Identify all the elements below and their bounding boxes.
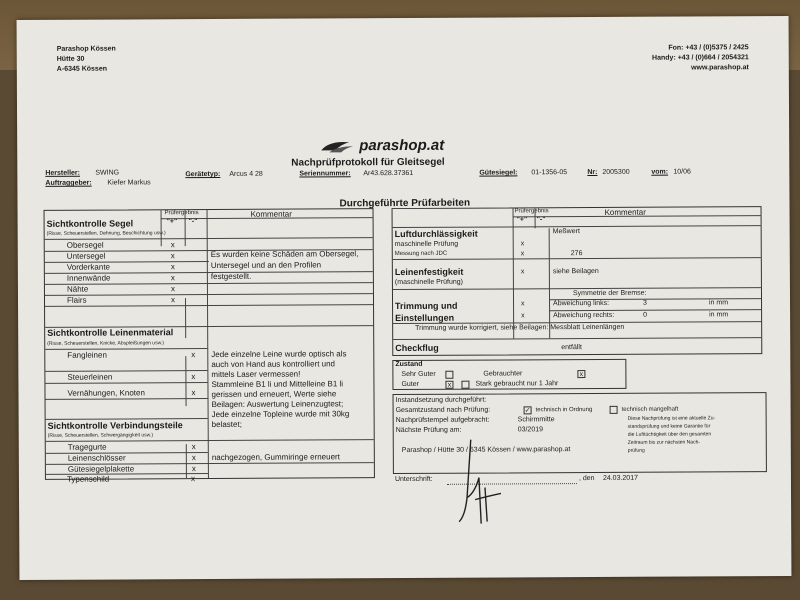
- abweichung-rechts-unit: in mm: [709, 311, 729, 319]
- verbindung-mark-guetesiegelplakette: x: [191, 464, 196, 474]
- company-name: Parashop Kössen: [56, 45, 116, 53]
- segel-row-untersegel: Untersegel: [66, 251, 106, 261]
- disclaimer-5: prüfung: [627, 447, 645, 454]
- leinen-row-steuerleinen: Steuerleinen: [67, 372, 113, 382]
- guetesiegel-value: 01-1356-05: [531, 169, 568, 177]
- leinen-comment-1: Jede einzelne Leine wurde optisch als: [211, 349, 347, 360]
- gesamtzustand-label: Gesamtzustand nach Prüfung:: [395, 406, 491, 415]
- trimmung-title-2: Einstellungen: [395, 312, 455, 324]
- verbindung-comment: nachgezogen, Gummiringe erneuert: [211, 452, 340, 463]
- leinen-mark-vernaehungen: x: [191, 388, 196, 398]
- leinen-comment-2: auch von Hand aus kontrolliert und: [211, 359, 336, 370]
- seriennummer-value: Ar43.628.37361: [363, 169, 414, 178]
- disclaimer-3: die Lufttüchtigkeit über den gesamten: [627, 431, 712, 438]
- leinen-comment-6: Beilagen: Auswertung Leinenzugtest;: [211, 399, 344, 410]
- segel-title: Sichtkontrolle Segel: [46, 218, 134, 229]
- leinen-mark-fangleinen: x: [191, 350, 196, 360]
- segel-mark-untersegel: x: [170, 251, 175, 261]
- abweichung-rechts-value: 0: [643, 311, 648, 319]
- leinen-row-fangleinen: Fangleinen: [67, 350, 107, 360]
- leinen-comment-3: mittels Laser vermessen!: [211, 369, 301, 380]
- company-street: Hütte 30: [56, 55, 85, 63]
- technisch-ok-label: technisch in Ordnung: [535, 407, 593, 414]
- verbindung-mark-typenschild: x: [190, 474, 195, 484]
- segel-comment-3: festgestellt.: [210, 271, 252, 282]
- zustand-title: Zustand: [395, 360, 423, 369]
- leinen-mark-steuerleinen: x: [191, 372, 196, 382]
- zustand-guter-checkbox[interactable]: x: [445, 381, 453, 389]
- verbindung-title: Sichtkontrolle Verbindungsteile: [47, 420, 183, 431]
- left-hdr-plus: "+": [166, 218, 178, 226]
- zustand-sehr-guter-checkbox[interactable]: [445, 371, 453, 379]
- verbindung-mark-leinenschloesser: x: [191, 453, 196, 463]
- zustand-gebrauchter: Gebrauchter: [483, 370, 523, 378]
- hersteller-value: SWING: [95, 169, 120, 177]
- segel-row-naehte: Nähte: [66, 284, 89, 294]
- right-hdr-pruefergebnis: Prüfergebnis: [514, 208, 549, 215]
- trimmung-mark-2: x: [521, 312, 525, 320]
- luft-comment1: Meßwert: [552, 228, 580, 236]
- auftraggeber-label: Auftraggeber:: [45, 179, 92, 187]
- leinen-comment-5: gerissen und erneuert, Werte siehe: [211, 389, 337, 400]
- contact-phone: Fon: +43 / (0)5375 / 2425: [668, 44, 749, 52]
- festigkeit-title: Leinenfestigkeit: [394, 266, 464, 278]
- segel-mark-flairs: x: [170, 295, 176, 305]
- luft-sub1: maschinelle Prüfung: [394, 240, 459, 249]
- disclaimer-4: Zeitraum bis zur nächsten Nach-: [627, 439, 701, 446]
- geraetetyp-label: Gerätetyp:: [185, 170, 221, 179]
- company-address-line: Parashop / Hütte 30 / 6345 Kössen / www.parashop.at: [401, 446, 571, 455]
- festigkeit-sub: (maschinelle Prüfung): [394, 278, 464, 287]
- left-hdr-pruefergebnis: Prüfergebnis: [164, 210, 199, 217]
- segel-subtitle: (Risse, Scheuerstellen, Dehnung, Beschichtung usw.): [46, 230, 166, 237]
- segel-mark-innenwaende: x: [170, 273, 175, 283]
- parashop-logo-icon: [319, 138, 355, 154]
- handwritten-signature: [445, 437, 505, 527]
- vom-label: vom:: [651, 168, 669, 176]
- segel-row-flairs: Flairs: [66, 295, 87, 305]
- company-city: A-6345 Kössen: [56, 65, 108, 73]
- leinen-row-vernaehungen: Vernähungen, Knoten: [67, 388, 145, 398]
- segel-row-obersegel: Obersegel: [66, 240, 104, 250]
- symmetrie-label: Symmetrie der Bremse:: [572, 289, 647, 298]
- technisch-mangel-checkbox[interactable]: [610, 406, 618, 414]
- left-table: [44, 208, 375, 480]
- verbindung-row-leinenschloesser: Leinenschlösser: [67, 453, 126, 463]
- contact-mobile: Handy: +43 / (0)664 / 2054321: [652, 54, 749, 62]
- form-title: Nachprüfprotokoll für Gleitsegel: [291, 156, 445, 169]
- verbindung-row-tragegurte: Tragegurte: [67, 442, 107, 452]
- leinen-title: Sichtkontrolle Leinenmaterial: [47, 327, 174, 338]
- naechste-pruefung-label: Nächste Prüfung am:: [395, 426, 462, 435]
- stempel-label: Nachprüfstempel aufgebracht:: [395, 416, 490, 425]
- leinen-subtitle: (Risse, Scheuerstellen, Knicke, Abspleißungen usw.): [47, 340, 164, 347]
- verbindung-row-guetesiegelplakette: Gütesiegelplakette: [67, 464, 135, 474]
- zustand-box: [392, 359, 626, 390]
- technisch-ok-checkbox[interactable]: ✓: [524, 407, 531, 415]
- verbindung-row-typenschild: Typenschild: [66, 474, 110, 484]
- nr-label: Nr:: [587, 168, 598, 177]
- leinen-comment-7: Jede einzelne Topleine wurde mit 30kg: [211, 409, 350, 420]
- right-table: [392, 206, 763, 356]
- zustand-stark-checkbox[interactable]: [461, 381, 469, 389]
- disclaimer-1: Diese Nachprüfung ist eine aktuelle Zu-: [627, 415, 716, 422]
- left-hdr-minus: "-": [188, 218, 198, 226]
- hersteller-label: Hersteller:: [45, 169, 81, 177]
- seriennummer-label: Seriennummer:: [299, 170, 351, 178]
- abweichung-links-value: 3: [643, 299, 647, 307]
- geraetetyp-value: Arcus 4 28: [229, 170, 263, 178]
- section-title: Durchgeführte Prüfarbeiten: [339, 197, 471, 210]
- abweichung-links-unit: in mm: [709, 299, 729, 307]
- festigkeit-mark: x: [520, 268, 525, 276]
- zustand-stark: Stark gebraucht nur 1 Jahr: [475, 380, 559, 388]
- right-hdr-kommentar: Kommentar: [604, 207, 646, 217]
- zustand-guter: Guter: [401, 380, 419, 389]
- leinen-comment-4: Stammleine B1 li und Mittelleine B1 li: [211, 379, 344, 390]
- verbindung-subtitle: (Risse, Scheuerstellen, Schwergängigkeit usw.): [47, 432, 154, 439]
- luft-title: Luftdurchlässigkeit: [394, 228, 478, 240]
- right-hdr-minus: "-": [536, 216, 546, 224]
- segel-row-vorderkante: Vorderkante: [66, 262, 110, 272]
- naechste-pruefung-value: 03/2019: [517, 426, 544, 434]
- leinen-comment-8: belastet;: [211, 419, 242, 430]
- disclaimer-2: standsprüfung und keine Garantie für: [627, 423, 711, 430]
- auftraggeber-value: Kiefer Markus: [107, 179, 151, 187]
- technisch-mangel-label: technisch mangelhaft: [621, 406, 679, 413]
- verbindung-mark-tragegurte: x: [191, 442, 196, 452]
- luft-mark2: x: [520, 250, 525, 258]
- checkflug-comment: entfällt: [561, 344, 582, 352]
- logo-text: parashop.at: [359, 136, 445, 155]
- unterschrift-label: Unterschrift:: [394, 475, 433, 484]
- right-hdr-plus: "+": [516, 216, 528, 224]
- trimmung-title-1: Trimmung und: [395, 300, 458, 312]
- trimmung-note: Trimmung wurde korrigiert, siehe Beilagen: Messblatt Leinenlängen: [415, 323, 625, 332]
- festigkeit-comment: siehe Beilagen: [552, 267, 599, 276]
- abweichung-rechts-label: Abweichung rechts:: [553, 311, 615, 320]
- luft-mark1: x: [520, 240, 525, 248]
- zustand-gebrauchter-checkbox[interactable]: x: [577, 370, 585, 378]
- left-hdr-kommentar: Kommentar: [250, 209, 292, 219]
- segel-mark-vorderkante: x: [170, 262, 175, 272]
- signature-date: 24.03.2017: [602, 474, 639, 482]
- den-label: , den: [578, 475, 595, 483]
- guetesiegel-label: Gütesiegel:: [479, 169, 518, 177]
- luft-sub2: Messung nach JDC: [394, 250, 448, 258]
- luft-comment2: 276: [570, 250, 583, 258]
- stempel-value: Schirmmitte: [517, 416, 555, 424]
- segel-comment-1: Es wurden keine Schäden am Obersegel,: [210, 249, 359, 260]
- segel-row-innenwaende: Innenwände: [66, 273, 111, 283]
- contact-web: www.parashop.at: [691, 64, 749, 72]
- segel-mark-obersegel: x: [170, 240, 175, 250]
- instand-title: Instandsetzung durchgeführt:: [395, 396, 487, 405]
- checkflug-title: Checkflug: [395, 342, 439, 354]
- vom-value: 10/06: [673, 168, 691, 176]
- trimmung-mark-1: x: [521, 300, 525, 308]
- segel-comment-2: Untersegel und an den Profilen: [210, 260, 322, 271]
- segel-mark-naehte: x: [170, 284, 175, 294]
- inspection-form-sheet: [17, 16, 792, 580]
- zustand-sehr-guter: Sehr Guter: [401, 370, 436, 379]
- abweichung-links-label: Abweichung links:: [553, 299, 610, 308]
- nr-value: 2005300: [602, 168, 630, 176]
